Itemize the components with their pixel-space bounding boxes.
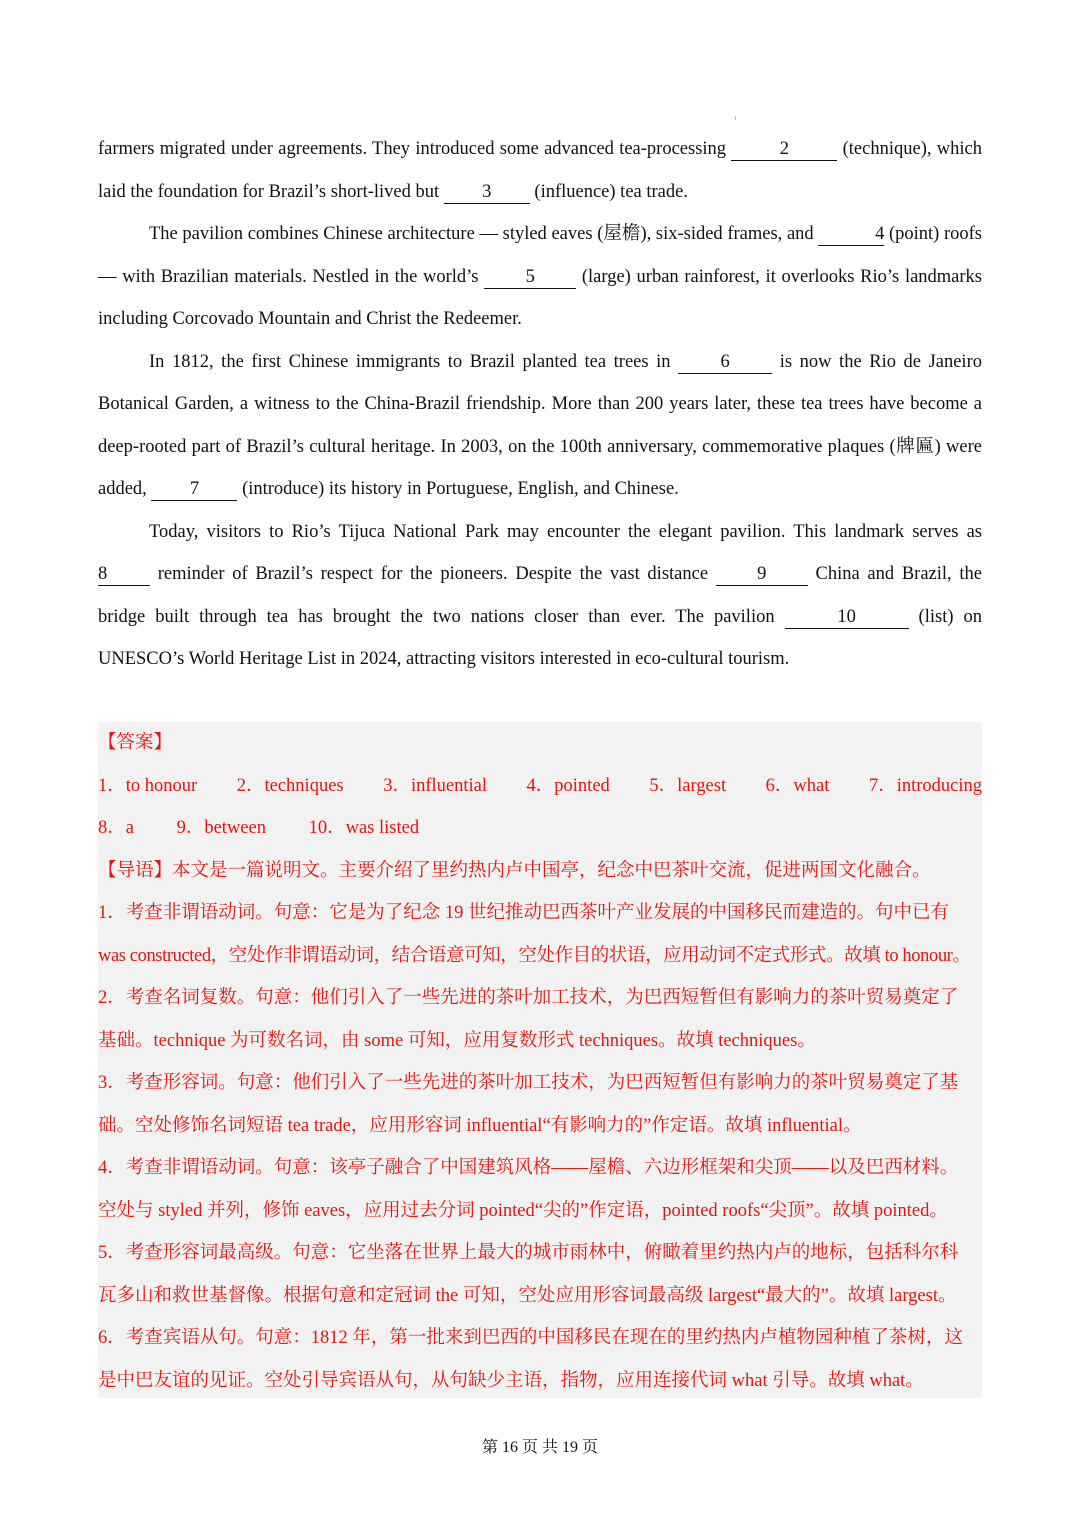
blank-5: 5	[484, 267, 576, 289]
text-span: (list) on UNESCO’s World Heritage List in 2024, attracting visitors interested in eco-cultural tourism.	[98, 606, 982, 669]
explanation-6-cont: 是中巴友谊的见证。空处引导宾语从句，从句缺少主语，指物，应用连接代词 what 引导。故填 what。	[98, 1370, 924, 1391]
answer-item: 4．pointed	[526, 775, 610, 796]
answer-item: 7．introducing	[868, 775, 982, 796]
blank-6: 6	[678, 352, 772, 374]
paragraph-1	[98, 128, 982, 213]
text-span: (large) urban rainforest, it overlooks Rio’s landmarks including Corcovado Mountain and Christ the Redeemer.	[98, 266, 983, 329]
text-span: reminder of Brazil’s respect for the pioneers. Despite the vast distance	[150, 564, 716, 584]
page-mark	[735, 116, 736, 120]
text-span: is now the Rio de Janeiro Botanical Garden, a witness to the China-Brazil friendship. More than 200 years later, these tea trees have become a deep-rooted part of Brazil’s cultural heritage. In 2003, on the 100th anniversary, commemorative plaques (牌匾) were added,	[98, 351, 982, 499]
text-span: The pavilion combines Chinese architecture — styled eaves (屋檐), six-sided frames, and	[149, 224, 819, 244]
answer-item: 1．to honour	[98, 775, 198, 796]
blank-2: 2	[731, 139, 837, 161]
explanation-2: 2．考查名词复数。句意：他们引入了一些先进的茶叶加工技术，为巴西短暂但有影响力的茶叶贸易奠定了	[98, 988, 959, 1008]
explanation-1: 1．考查非谓语动词。句意：它是为了纪念 19 世纪推动巴西茶叶产业发展的中国移民而建造的。句中已有	[98, 903, 950, 923]
explanation-2-cont: 基础。technique 为可数名词，由 some 可知，应用复数形式 techniques。故填 techniques。	[98, 1030, 816, 1051]
answer-content	[98, 722, 982, 1402]
answer-item: 10．was listed	[308, 818, 420, 838]
answer-item: 2．techniques	[236, 775, 344, 796]
answer-item: 3．influential	[383, 775, 487, 796]
explanation-5-cont: 瓦多山和救世基督像。根据句意和定冠词 the 可知，空处应用形容词最高级 largest“最大的”。故填 largest。	[98, 1285, 957, 1306]
text-span: In 1812, the first Chinese immigrants to Brazil planted tea trees in	[149, 351, 679, 372]
text-span: (introduce) its history in Portuguese, English, and Chinese.	[237, 479, 679, 499]
text-span: (point) roofs — with Brazilian materials. Nestled in the world’s	[98, 224, 982, 287]
explanation-5: 5．考查形容词最高级。句意：它坐落在世界上最大的城市雨林中，俯瞰着里约热内卢的地标，包括科尔科	[98, 1243, 959, 1263]
answer-section	[98, 722, 982, 1398]
answer-heading: 【答案】	[98, 733, 173, 753]
text-span: (technique), which laid the foundation for Brazil’s short-lived but	[98, 139, 982, 202]
explanation-6: 6．考查宾语从句。句意：1812 年，第一批来到巴西的中国移民在现在的里约热内卢植物园种植了茶树，这	[98, 1328, 963, 1348]
explanation-4: 4．考查非谓语动词。句意：该亭子融合了中国建筑风格——屋檐、六边形框架和尖顶——以及巴西材料。	[98, 1158, 959, 1178]
answer-item: 6．what	[765, 775, 830, 796]
text-span: China and Brazil, the bridge built through tea has brought the two nations closer than ever. The pavilion	[98, 564, 982, 627]
answer-item: 5．largest	[649, 775, 727, 796]
paragraph-3	[98, 341, 982, 511]
answer-item: 9．between	[176, 818, 266, 838]
explanation-1-cont: was constructed，空处作非谓语动词，结合语意可知，空处作目的状语，应用动词不定式形式。故填 to honour。	[98, 945, 971, 966]
answer-row-1	[98, 765, 982, 808]
blank-7: 7	[151, 479, 237, 501]
paragraph-4	[98, 511, 982, 681]
blank-8: 8	[98, 564, 150, 586]
blank-9: 9	[716, 564, 808, 586]
page-footer: 第 16 页 共 19 页	[481, 1439, 598, 1456]
explanation-3-cont: 础。空处修饰名词短语 tea trade，应用形容词 influential“有影响力的”作定语。故填 influential。	[98, 1115, 862, 1136]
explanation-3: 3．考查形容词。句意：他们引入了一些先进的茶叶加工技术，为巴西短暂但有影响力的茶叶贸易奠定了基	[98, 1073, 959, 1093]
intro-text: 【导语】本文是一篇说明文。主要介绍了里约热内卢中国亭，纪念中巴茶叶交流，促进两国文化融合。	[98, 860, 931, 881]
text-span: Today, visitors to Rio’s Tijuca National Park may encounter the elegant pavilion. This landmark serves as	[149, 521, 982, 542]
blank-10: 10	[785, 607, 909, 629]
answer-row-2	[98, 807, 982, 850]
explanation-4-cont: 空处与 styled 并列，修饰 eaves，应用过去分词 pointed“尖的”作定语，pointed roofs“尖顶”。故填 pointed。	[98, 1200, 948, 1221]
text-span: farmers migrated under agreements. They introduced some advanced tea-processing	[98, 139, 732, 159]
answer-item: 8．a	[98, 818, 134, 838]
paragraph-2	[98, 213, 982, 341]
blank-3: 3	[444, 182, 530, 204]
passage	[98, 128, 982, 681]
text-span: (influence) tea trade.	[529, 181, 688, 202]
blank-4: 4	[818, 224, 884, 246]
